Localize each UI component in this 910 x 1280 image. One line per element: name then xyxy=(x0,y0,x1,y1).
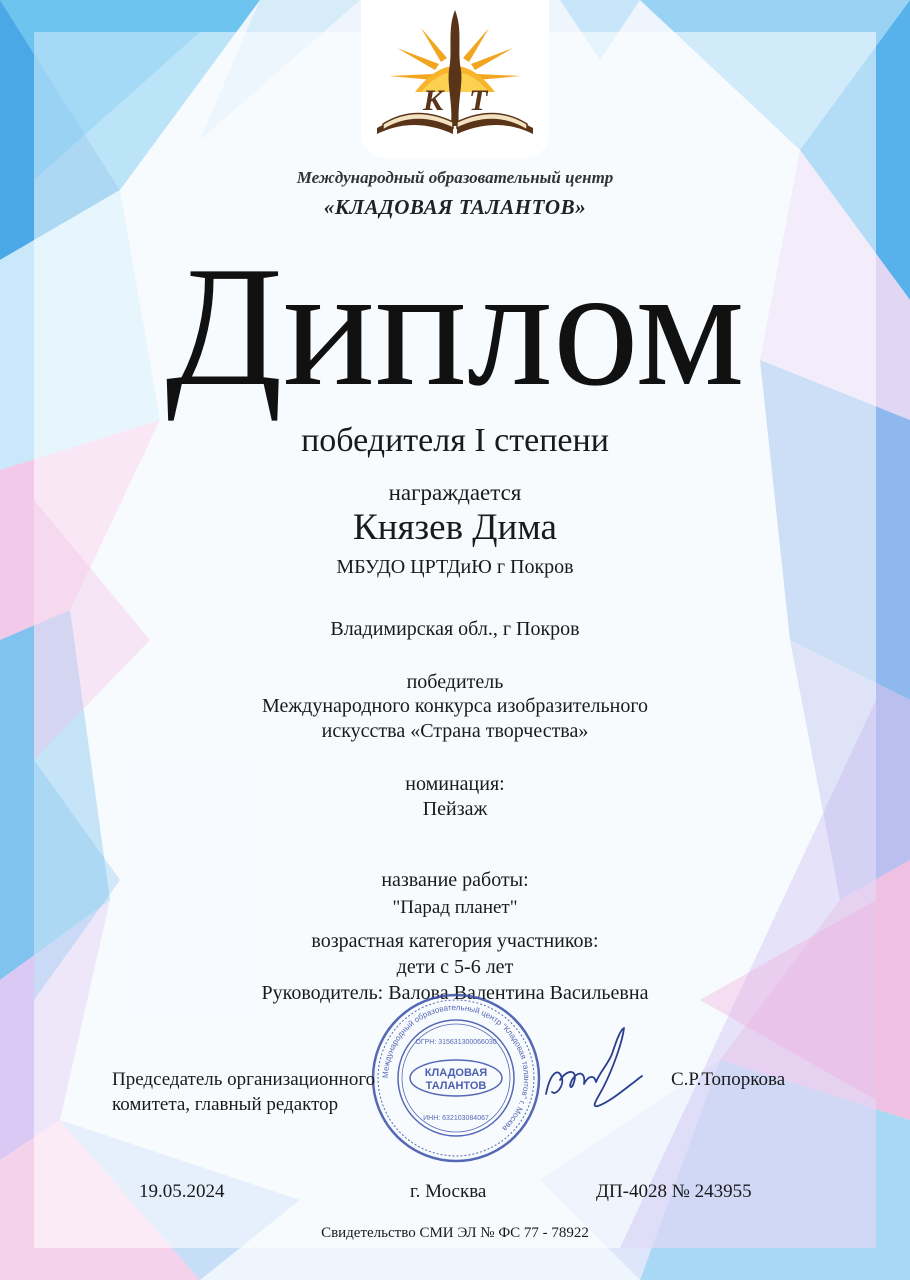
work-title-value: "Парад планет" xyxy=(392,897,518,918)
recipient-institution: МБУДО ЦРТДиЮ г Покров xyxy=(336,556,574,578)
media-certificate: Свидетельство СМИ ЭЛ № ФС 77 - 78922 xyxy=(321,1225,589,1241)
age-category-value: дети с 5-6 лет xyxy=(396,956,514,978)
work-title-label: название работы: xyxy=(381,869,529,891)
issue-date: 19.05.2024 xyxy=(139,1181,225,1202)
nomination-value: Пейзаж xyxy=(422,798,488,820)
handwritten-signature xyxy=(538,1024,648,1114)
chairman-title-line1: Председатель организационного xyxy=(112,1069,376,1090)
recipient-name: Князев Дима xyxy=(353,507,557,548)
logo-letter-t: Т xyxy=(469,84,488,117)
organization-name: «КЛАДОВАЯ ТАЛАНТОВ» xyxy=(323,195,587,219)
organization-line1: Международный образовательный центр xyxy=(296,168,614,187)
nomination-label: номинация: xyxy=(405,773,505,795)
stamp-center-line2: ТАЛАНТОВ xyxy=(425,1080,487,1092)
logo-letter-k: К xyxy=(423,84,444,117)
contest-name-line2: искусства «Страна творчества» xyxy=(321,720,589,742)
stamp-inn: ИНН: 632103084067 xyxy=(423,1115,489,1122)
diploma-degree: победителя I степени xyxy=(301,422,609,459)
logo-icon xyxy=(361,0,549,158)
winner-label: победитель xyxy=(406,671,504,693)
document-number: ДП-4028 № 243955 xyxy=(596,1181,752,1202)
issue-city: г. Москва xyxy=(410,1181,487,1202)
supervisor: Руководитель: Валова Валентина Васильевна xyxy=(261,982,649,1004)
stamp-center-line1: КЛАДОВАЯ xyxy=(424,1067,488,1079)
awarded-label: награждается xyxy=(388,480,522,505)
chairman-title-line2: комитета, главный редактор xyxy=(112,1094,339,1115)
signer-name: С.Р.Топоркова xyxy=(671,1069,786,1090)
official-stamp xyxy=(370,992,542,1164)
age-category-label: возрастная категория участников: xyxy=(311,930,599,952)
diploma-title: Диплом xyxy=(165,232,745,422)
logo-container xyxy=(361,0,549,158)
contest-name-line1: Международного конкурса изобразительного xyxy=(261,695,649,717)
stamp-ogrn: ОГРН: 315631300066030 xyxy=(415,1039,497,1046)
stamp-ring-text: Международный образовательный центр "Кладовая талантов" г. Москва xyxy=(380,1002,532,1134)
recipient-region: Владимирская обл., г Покров xyxy=(330,618,580,640)
